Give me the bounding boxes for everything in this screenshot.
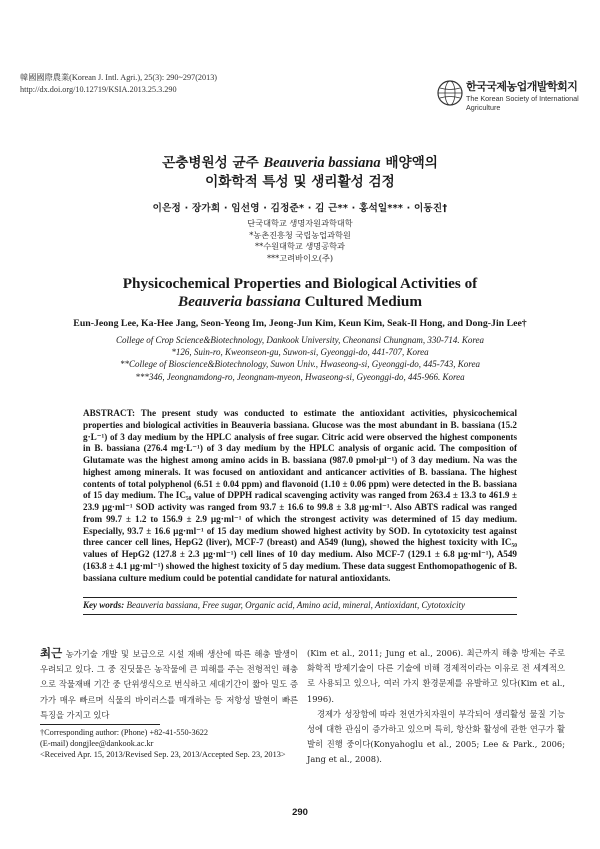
- body-column-left: 최근 농가기술 개발 및 보급으로 시설 재배 생산에 따른 해충 발생이 우려되고 있다. 그 중 진딧물은 농작물에 큰 피해를 주는 전형적인 해충으로 작물재배 기간 중 단위생식으로 번식하고 세대기간이 짧아 밀도 증가가 매우 빠르며 식물의 바이러스를 매개하는 등 저항성 발현이 빠른 특징을 가지고 있다: [40, 646, 298, 720]
- korean-authors: 이은정 · 장가희 · 임선영 · 김정준* · 김 근** · 홍석일*** · 이동진†: [152, 203, 448, 214]
- keywords-top-rule: [83, 597, 517, 598]
- page-number: 290: [292, 807, 308, 818]
- society-name-korean: 한국국제농업개발학회지: [466, 80, 578, 93]
- body-column-right: [307, 646, 565, 768]
- korean-title-line2: 이화학적 특성 및 생리활성 검정: [205, 174, 395, 190]
- english-affiliations: College of Crop Science&Biotechnology, Dankook University, Cheonansi Chungnam, 330-714. Korea *126, Suin-ro, Kweonseon-gu, Suwon-si, Gyeonggi-do, 441-707, Korea **College of Bioscience&Biotechnology, Suwon Univ., Hwaseong-si, Gyeonggi-do, 445-743, Korea ***346, Jeongnamdong-ro, Jeongnam-myeon, Hwaseong-si, Gyeonggi-do, 445-966. Korea: [115, 335, 485, 382]
- english-title: Physicochemical Properties and Biological Activities of Beauveria bassiana Cultured Medium: [122, 275, 478, 310]
- korean-title: 곤충병원성 균주 Beauveria bassiana 배양액의 이화학적 특성 및 생리활성 검정: [0, 154, 600, 192]
- keywords-bottom-rule: [83, 614, 517, 615]
- society-emblem-icon: [437, 80, 463, 106]
- keywords-label: Key words:: [83, 600, 125, 610]
- abstract: [83, 408, 517, 584]
- korean-affiliations: 단국대학교 생명자원과학대학 *농촌진흥청 국립농업과학원 **수원대학교 생명공학과 ***고려바이오(주): [247, 218, 353, 263]
- paragraph: 경제가 성장함에 따라 천연가치자원이 부각되어 생리활성 물질 기능성에 대한 관심이 증가하고 있으며 특히, 항산화 활성에 관한 연구가 활발히 진행 중이다(Konyahoglu et al., 2005; Lee & Park., 2006; Jang et al., 2008).: [307, 708, 565, 765]
- doi-link[interactable]: http://dx.doi.org/10.12719/KSIA.2013.25.3.290: [20, 85, 177, 94]
- keywords-list: Beauveria bassiana, Free sugar, Organic acid, Amino acid, mineral, Antioxidant, Cytotoxicity: [126, 600, 465, 610]
- english-authors: Eun-Jeong Lee, Ka-Hee Jang, Seon-Yeong Im, Jeong-Jun Kim, Keun Kim, Seak-Il Hong, and Dong-Jin Lee†: [73, 318, 527, 329]
- dropcap: 최근: [40, 646, 63, 660]
- footnote-rule: [40, 724, 160, 725]
- received-dates: <Received Apr. 15, 2013/Revised Sep. 23, 2013/Accepted Sep. 23, 2013>: [40, 750, 286, 760]
- species-name: Beauveria bassiana: [263, 155, 381, 171]
- society-name-english: The Korean Society of International Agriculture: [466, 94, 579, 112]
- footnote: [40, 727, 308, 761]
- journal-line: 韓國國際農業(Korean J. Intl. Agri.), 25(3): 290~297(2013): [20, 73, 218, 82]
- abstract-text: The present study was conducted to estimate the antioxidant activities, physicochemical properties and biological activities in Beauveria bassiana. Glucose was the most abundant in B. bassiana (15.2 g·L⁻¹) of 3 day medium by the HPLC analysis of free sugar. Citric acid were observed the highest components in B. bassiana (276.4 mg·L⁻¹) of 3 day medium by the HPLC analysis of organic acid. The composition of Glutamate was the highest among amino acids in B. bassiana (987.0 pmol·µl⁻¹) of 3 day medium. Na was the highest among minerals. It was focused on antioxidant and anticancer activities of B. bassiana. The highest contents of total polyphenol (6.51 ± 0.04 ppm) and flavonoid (1.10 ± 0.06 ppm) were detected in the B. bassiana of 15 day medium. The IC₅₀ value of DPPH radical scavenging activity was ranged from 263.4 ± 13.3 to 461.9 ± 23.9 µg·ml⁻¹ SOD activity was ranged from 93.7 ± 16.6 to 99.8 ± 3.8 µg·ml⁻¹. Also ABTS radical was ranged from 99.7 ± 1.2 to 156.9 ± 2.9 µg·ml⁻¹ of which the strongest activity was determined of 15 day medium. Especially, 93.7 ± 16.6 µg·ml⁻¹ of 15 day medium showed highest activity by SOD. In cytotoxicity test against three cancer cell lines, HepG2 (liver), MCF-7 (breast) and A549 (lung), showed the highest toxicity with IC₅₀ values of HepG2 (127.8 ± 2.3 µg·ml⁻¹) cell lines of 10 day medium. Also MCF-7 (129.1 ± 6.8 µg·ml⁻¹), A549 (163.8 ± 4.1 µg·ml⁻¹) showed the highest toxicity of 5 day medium. These data suggest Enthomopathogenic of B. bassiana culture medium could be potential candidate for natural antioxidants.: [83, 408, 517, 583]
- abstract-label: ABSTRACT:: [83, 408, 136, 418]
- keywords: [83, 599, 517, 611]
- email: (E-mail) dongjlee@dankook.ac.kr: [40, 739, 154, 749]
- corresponding-author: †Corresponding author: (Phone) +82-41-550-3622: [40, 728, 209, 737]
- paragraph: (Kim et al., 2011; Jung et al., 2006). 최근까지 해충 방제는 주로 화학적 방제기술이 다른 기술에 비해 경제적이라는 이유로 전 세계적으로 사용되고 있으나, 여러 가지 환경문제를 유발하고 있다(Kim et al., 1996).: [307, 648, 565, 704]
- journal-citation: [20, 72, 217, 96]
